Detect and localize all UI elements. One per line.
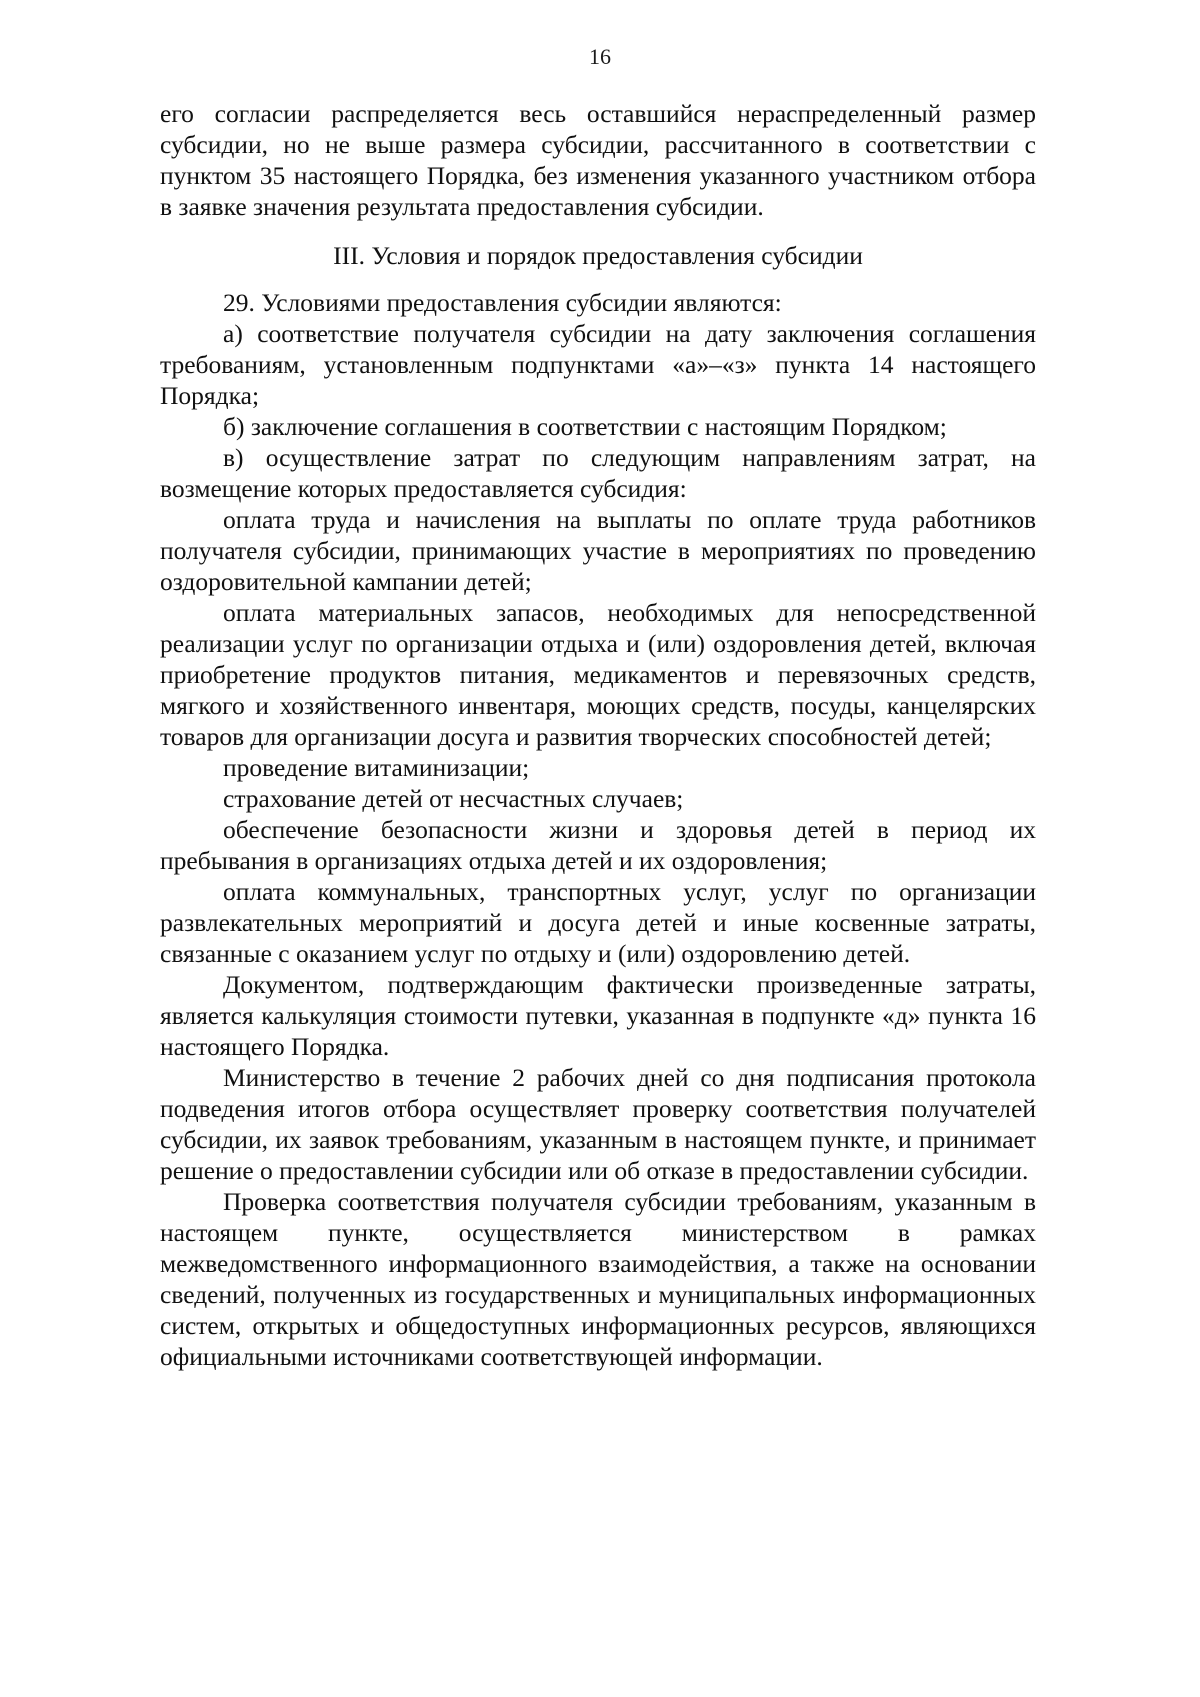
- paragraph-cost-utilities: оплата коммунальных, транспортных услуг, услуг по организации развлекательных мероприятий и досуга детей и иные косвенные затраты, связанные с оказанием услуг по отдыху и (или) оздоровлению детей.: [160, 877, 1036, 968]
- paragraph-subitem-b: б) заключение соглашения в соответствии с настоящим Порядком;: [223, 412, 947, 441]
- paragraph-cost-labor: оплата труда и начисления на выплаты по оплате труда работников получателя субсидии, принимающих участие в мероприятиях по проведению оздоровительной кампании детей;: [160, 505, 1036, 596]
- paragraph-subitem-v: в) осуществление затрат по следующим направлениям затрат, на возмещение которых предоставляется субсидия:: [160, 443, 1036, 503]
- paragraph-ministry-check: Министерство в течение 2 рабочих дней со дня подписания протокола подведения итогов отбора осуществляет проверку соответствия получателей субсидии, их заявок требованиям, указанным в настоящем пункте, и принимает решение о предоставлении субсидии или об отказе в предоставлении субсидии.: [160, 1063, 1036, 1185]
- paragraph-cost-vitamins: проведение витаминизации;: [223, 753, 530, 782]
- section-heading: III. Условия и порядок предоставления субсидии: [333, 241, 863, 270]
- paragraph-subitem-a: а) соответствие получателя субсидии на дату заключения соглашения требованиям, установленным подпунктами «а»–«з» пункта 14 настоящего Порядка;: [160, 319, 1036, 410]
- document-body: [160, 98, 1036, 1372]
- paragraph-cost-materials: оплата материальных запасов, необходимых для непосредственной реализации услуг по организации отдыха и (или) оздоровления детей, включая приобретение продуктов питания, медикаментов и перевязочных средств, мягкого и хозяйственного инвентаря, моющих средств, посуды, канцелярских товаров для организации досуга и развития творческих способностей детей;: [160, 598, 1036, 751]
- paragraph-continuation: его согласии распределяется весь оставшийся нераспределенный размер субсидии, но не выше размера субсидии, рассчитанного в соответствии с пунктом 35 настоящего Порядка, без изменения указанного участником отбора в заявке значения результата предоставления субсидии.: [160, 99, 1036, 221]
- page-number: 16: [589, 44, 611, 69]
- paragraph-cost-safety: обеспечение безопасности жизни и здоровья детей в период их пребывания в организациях отдыха детей и их оздоровления;: [160, 815, 1036, 875]
- paragraph-verification: Проверка соответствия получателя субсидии требованиям, указанным в настоящем пункте, осуществляется министерством в рамках межведомственного информационного взаимодействия, а также на основании сведений, полученных из государственных и муниципальных информационных систем, открытых и общедоступных информационных ресурсов, являющихся официальными источниками соответствующей информации.: [160, 1187, 1036, 1371]
- paragraph-document-proof: Документом, подтверждающим фактически произведенные затраты, является калькуляция стоимости путевки, указанная в подпункте «д» пункта 16 настоящего Порядка.: [160, 970, 1036, 1061]
- paragraph-item-29: 29. Условиями предоставления субсидии являются:: [223, 288, 782, 317]
- paragraph-cost-insurance: страхование детей от несчастных случаев;: [223, 784, 684, 813]
